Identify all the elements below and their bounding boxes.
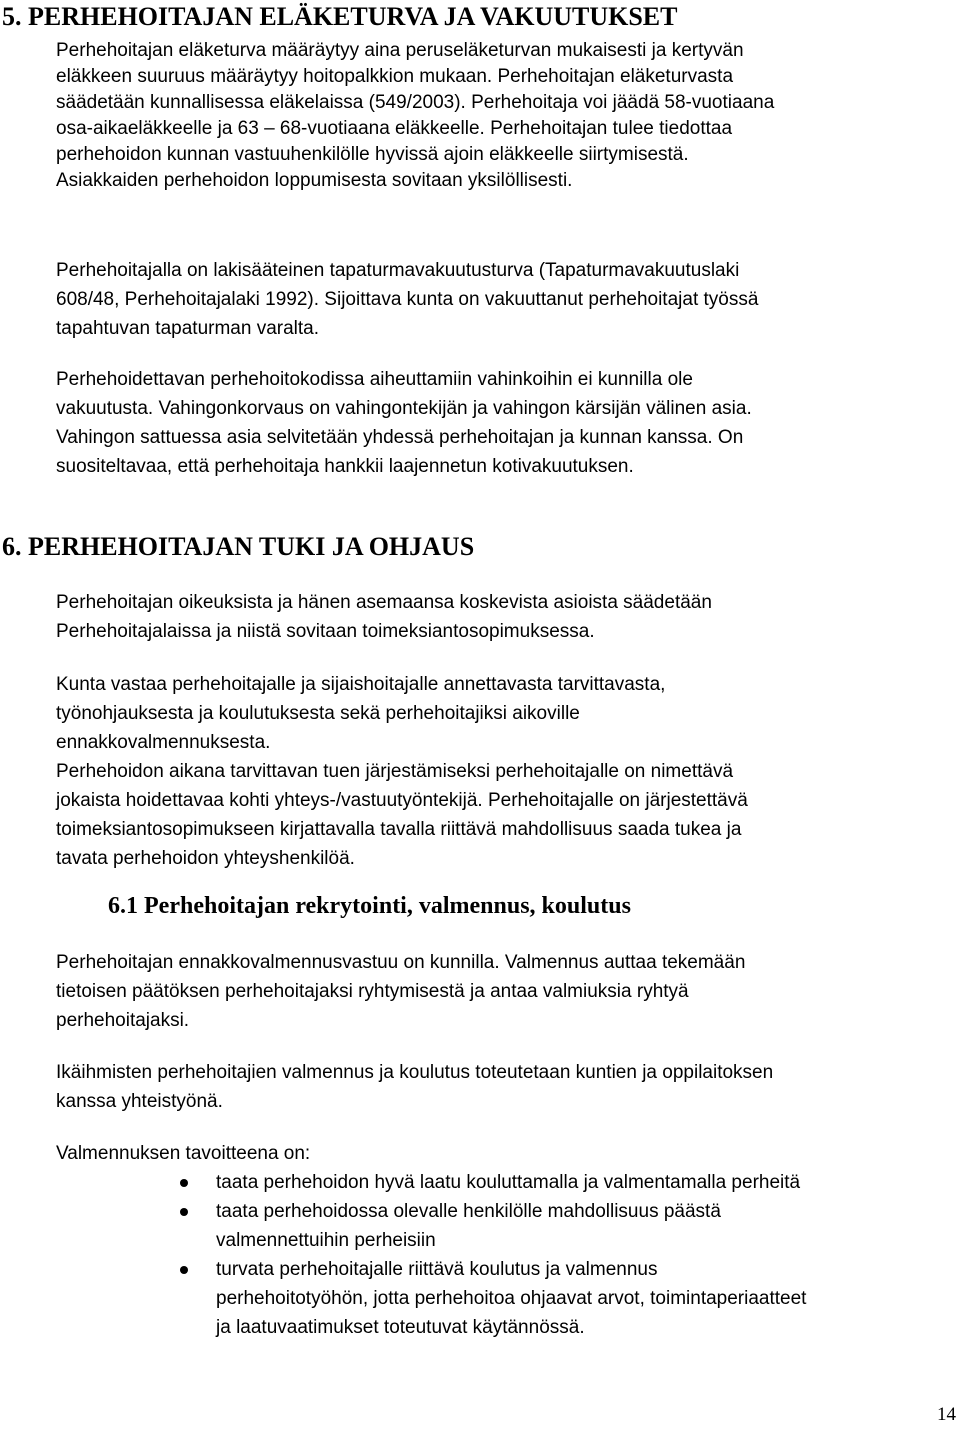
text-line: 608/48, Perhehoitajalaki 1992). Sijoittava kunta on vakuuttanut perhehoitajat työssä	[56, 289, 759, 310]
text-line: säädetään kunnallisessa eläkelaissa (549/2003). Perhehoitaja voi jäädä 58-vuotiaana	[56, 92, 775, 113]
bullet-icon	[180, 1266, 188, 1274]
text-line: kanssa yhteistyönä.	[56, 1091, 223, 1112]
list-item	[216, 1197, 956, 1255]
text-line: vakuutusta. Vahingonkorvaus on vahingontekijän ja vahingon kärsijän välinen asia.	[56, 398, 752, 419]
text-line: turvata perhehoitajalle riittävä koulutus ja valmennus	[216, 1259, 658, 1280]
list-item	[216, 1168, 956, 1197]
text-line: tapahtuvan tapaturman varalta.	[56, 318, 320, 339]
text-line: Kunta vastaa perhehoitajalle ja sijaishoitajalle annettavasta tarvittavasta,	[56, 674, 666, 695]
text-line: ja laatuvaatimukset toteutuvat käytännössä.	[216, 1317, 585, 1338]
text-line: valmennettuihin perheisiin	[216, 1230, 436, 1251]
text-line: Perhehoitajalla on lakisääteinen tapaturmavakuutusturva (Tapaturmavakuutuslaki	[56, 260, 740, 281]
text-line: perhehoitotyöhön, jotta perhehoitoa ohjaavat arvot, toimintaperiaatteet	[216, 1288, 807, 1309]
section-5-heading: 5. PERHEHOITAJAN ELÄKETURVA JA VAKUUTUKSET	[2, 2, 678, 31]
section-5-paragraph-1	[56, 38, 956, 194]
text-line: taata perhehoidossa olevalle henkilölle mahdollisuus päästä	[216, 1201, 721, 1222]
text-line: taata perhehoidon hyvä laatu kouluttamalla ja valmentamalla perheitä	[216, 1172, 801, 1193]
list-item	[216, 1255, 956, 1342]
goals-intro	[56, 1139, 956, 1168]
text-line: Perhehoitajan ennakkovalmennusvastuu on kunnilla. Valmennus auttaa tekemään	[56, 952, 746, 973]
text-line: Asiakkaiden perhehoidon loppumisesta sovitaan yksilöllisesti.	[56, 170, 573, 191]
page-number: 14	[937, 1404, 956, 1425]
text-line: Perhehoidon aikana tarvittavan tuen järjestämiseksi perhehoitajalle on nimettävä	[56, 761, 734, 782]
text-line: Ikäihmisten perhehoitajien valmennus ja koulutus toteutetaan kuntien ja oppilaitoksen	[56, 1062, 774, 1083]
text-line: jokaista hoidettavaa kohti yhteys-/vastuutyöntekijä. Perhehoitajalle on järjestettävä	[56, 790, 748, 811]
section-5-paragraph-3	[56, 365, 956, 481]
text-line: perhehoidon kunnan vastuuhenkilölle hyvissä ajoin eläkkeelle siirtymisestä.	[56, 144, 689, 165]
bullet-icon	[180, 1208, 188, 1216]
text-line: työnohjauksesta ja koulutuksesta sekä perhehoitajiksi aikoville	[56, 703, 580, 724]
text-line: suositeltavaa, että perhehoitaja hankkii laajennetun kotivakuutuksen.	[56, 456, 634, 477]
text-line: tavata perhehoidon yhteyshenkilöä.	[56, 848, 355, 869]
text-line: eläkkeen suuruus määräytyy hoitopalkkion mukaan. Perhehoitajan eläketurvasta	[56, 66, 734, 87]
section-6-1-paragraph-1	[56, 948, 956, 1035]
text-line: Vahingon sattuessa asia selvitetään yhdessä perhehoitajan ja kunnan kanssa. On	[56, 427, 744, 448]
text-line: Perhehoitajan eläketurva määräytyy aina peruseläketurvan mukaisesti ja kertyvän	[56, 40, 744, 61]
text-line: Perhehoidettavan perhehoitokodissa aiheuttamiin vahinkoihin ei kunnilla ole	[56, 369, 693, 390]
section-6-1-paragraph-2	[56, 1058, 956, 1116]
section-6-heading: 6. PERHEHOITAJAN TUKI JA OHJAUS	[2, 532, 475, 561]
text-line: osa-aikaeläkkeelle ja 63 – 68-vuotiaana eläkkeelle. Perhehoitajan tulee tiedottaa	[56, 118, 733, 139]
text-line: Perhehoitajalaissa ja niistä sovitaan toimeksiantosopimuksessa.	[56, 621, 595, 642]
section-5-paragraph-2	[56, 256, 956, 343]
section-6-1-heading: 6.1 Perhehoitajan rekrytointi, valmennus, koulutus	[108, 893, 631, 919]
text-line: Valmennuksen tavoitteena on:	[56, 1143, 311, 1164]
bullet-icon	[180, 1179, 188, 1187]
text-line: Perhehoitajan oikeuksista ja hänen asemaansa koskevista asioista säädetään	[56, 592, 712, 613]
goals-list	[216, 1168, 956, 1342]
text-line: ennakkovalmennuksesta.	[56, 732, 271, 753]
text-line: perhehoitajaksi.	[56, 1010, 190, 1031]
text-line: toimeksiantosopimukseen kirjattavalla tavalla riittävä mahdollisuus saada tukea ja	[56, 819, 742, 840]
section-6-paragraph-2	[56, 670, 956, 873]
section-6-paragraph-1	[56, 588, 956, 646]
text-line: tietoisen päätöksen perhehoitajaksi ryhtymisestä ja antaa valmiuksia ryhtyä	[56, 981, 689, 1002]
